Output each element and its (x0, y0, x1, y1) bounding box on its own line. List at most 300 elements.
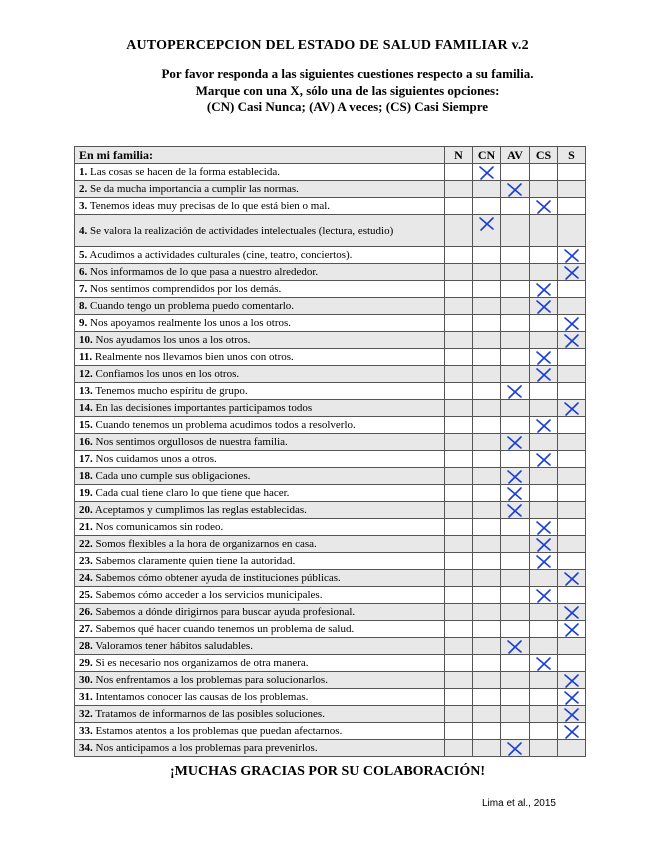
question-label: Nos sentimos orgullosos de nuestra familia. (95, 436, 288, 448)
answer-cell-av[interactable] (501, 164, 530, 181)
answer-cell-cn[interactable] (473, 315, 501, 332)
question-number: 23. (79, 555, 93, 567)
answer-cell-s[interactable] (558, 706, 586, 723)
x-mark-icon (561, 315, 583, 333)
answer-cell-av[interactable] (501, 638, 530, 655)
answer-cell-s[interactable] (558, 502, 586, 519)
answer-cell-n[interactable] (445, 689, 473, 706)
question-number: 17. (79, 453, 93, 465)
answer-cell-av[interactable] (501, 468, 530, 485)
question-text (75, 315, 445, 332)
x-mark-icon (533, 451, 555, 469)
table-row (75, 366, 586, 383)
x-mark-icon (504, 485, 526, 503)
answer-cell-cn[interactable] (473, 451, 501, 468)
answer-cell-cn[interactable] (473, 468, 501, 485)
question-label: Cuando tenemos un problema acudimos todos a resolverlo. (95, 419, 356, 431)
question-number: 8. (79, 300, 88, 312)
answer-cell-s[interactable] (558, 536, 586, 553)
x-mark-icon (561, 723, 583, 741)
answer-cell-cs[interactable] (530, 247, 558, 264)
question-label: Cada cual tiene claro lo que tiene que hacer. (95, 487, 290, 499)
question-label: Sabemos a dónde dirigirnos para buscar ayuda profesional. (95, 606, 356, 618)
question-text (75, 604, 445, 621)
question-label: Se da mucha importancia a cumplir las normas. (90, 183, 299, 195)
answer-cell-cn[interactable] (473, 485, 501, 502)
answer-cell-cn[interactable] (473, 638, 501, 655)
question-label: Estamos atentos a los problemas que puedan afectarnos. (95, 725, 343, 737)
answer-cell-n[interactable] (445, 315, 473, 332)
question-text (75, 587, 445, 604)
answer-cell-s[interactable] (558, 570, 586, 587)
answer-cell-n[interactable] (445, 468, 473, 485)
question-text (75, 264, 445, 281)
answer-cell-n[interactable] (445, 502, 473, 519)
answer-cell-n[interactable] (445, 451, 473, 468)
answer-cell-cn[interactable] (473, 570, 501, 587)
answer-cell-av[interactable] (501, 181, 530, 198)
question-number: 6. (79, 266, 88, 278)
question-label: Nos sentimos comprendidos por los demás. (90, 283, 282, 295)
answer-cell-cn[interactable] (473, 417, 501, 434)
question-text (75, 434, 445, 451)
answer-cell-s[interactable] (558, 247, 586, 264)
answer-cell-av[interactable] (501, 485, 530, 502)
answer-cell-cs[interactable] (530, 400, 558, 417)
question-text (75, 706, 445, 723)
x-mark-icon (476, 215, 498, 233)
question-number: 13. (79, 385, 93, 397)
answer-cell-cs[interactable] (530, 164, 558, 181)
question-label: Valoramos tener hábitos saludables. (95, 640, 253, 652)
answer-cell-cs[interactable] (530, 672, 558, 689)
table-row (75, 215, 586, 247)
table-row (75, 672, 586, 689)
answer-cell-av[interactable] (501, 281, 530, 298)
answer-cell-av[interactable] (501, 215, 530, 247)
answer-cell-av[interactable] (501, 298, 530, 315)
answer-cell-cs[interactable] (530, 198, 558, 215)
table-row (75, 468, 586, 485)
answer-cell-cs[interactable] (530, 434, 558, 451)
answer-cell-cn[interactable] (473, 215, 501, 247)
answer-cell-cn[interactable] (473, 689, 501, 706)
answer-cell-cs[interactable] (530, 604, 558, 621)
question-number: 15. (79, 419, 93, 431)
question-label: Confiamos los unos en los otros. (95, 368, 240, 380)
x-mark-icon (533, 298, 555, 316)
answer-cell-cs[interactable] (530, 417, 558, 434)
answer-cell-av[interactable] (501, 434, 530, 451)
question-text (75, 451, 445, 468)
answer-cell-n[interactable] (445, 181, 473, 198)
answer-cell-s[interactable] (558, 655, 586, 672)
answer-cell-n[interactable] (445, 740, 473, 757)
question-number: 4. (79, 224, 88, 237)
answer-cell-cn[interactable] (473, 723, 501, 740)
answer-cell-cn[interactable] (473, 247, 501, 264)
answer-cell-av[interactable] (501, 672, 530, 689)
question-label: Si es necesario nos organizamos de otra manera. (95, 657, 309, 669)
answer-cell-av[interactable] (501, 349, 530, 366)
answer-cell-n[interactable] (445, 366, 473, 383)
answer-cell-s[interactable] (558, 553, 586, 570)
question-text (75, 468, 445, 485)
question-number: 14. (79, 402, 93, 414)
answer-cell-av[interactable] (501, 417, 530, 434)
question-number: 11. (79, 351, 93, 363)
table-row (75, 264, 586, 281)
question-number: 32. (79, 708, 93, 720)
answer-cell-cs[interactable] (530, 502, 558, 519)
answer-cell-n[interactable] (445, 298, 473, 315)
x-mark-icon (533, 587, 555, 605)
answer-cell-cs[interactable] (530, 723, 558, 740)
answer-cell-s[interactable] (558, 604, 586, 621)
answer-cell-cs[interactable] (530, 468, 558, 485)
answer-cell-n[interactable] (445, 604, 473, 621)
answer-cell-s[interactable] (558, 689, 586, 706)
table-row (75, 298, 586, 315)
answer-cell-n[interactable] (445, 672, 473, 689)
question-text (75, 349, 445, 366)
question-number: 1. (79, 166, 88, 178)
thanks-message: ¡MUCHAS GRACIAS POR SU COLABORACIÓN! (169, 764, 485, 779)
document-title: AUTOPERCEPCION DEL ESTADO DE SALUD FAMILIAR v.2 (126, 38, 529, 53)
answer-cell-cn[interactable] (473, 349, 501, 366)
x-mark-icon (533, 536, 555, 554)
answer-cell-s[interactable] (558, 672, 586, 689)
answer-cell-s[interactable] (558, 638, 586, 655)
question-label: Nos comunicamos sin rodeo. (95, 521, 224, 533)
table-row (75, 553, 586, 570)
question-text (75, 553, 445, 570)
answer-cell-n[interactable] (445, 417, 473, 434)
answer-cell-s[interactable] (558, 281, 586, 298)
header-option-cs: CS (530, 147, 558, 164)
answer-cell-s[interactable] (558, 366, 586, 383)
answer-cell-cs[interactable] (530, 553, 558, 570)
header-label: En mi familia: (75, 147, 445, 164)
answer-cell-av[interactable] (501, 383, 530, 400)
answer-cell-cs[interactable] (530, 215, 558, 247)
question-label: Se valora la realización de actividades intelectuales (lectura, estudio) (90, 224, 394, 237)
answer-cell-cn[interactable] (473, 164, 501, 181)
answer-cell-cs[interactable] (530, 655, 558, 672)
answer-cell-n[interactable] (445, 383, 473, 400)
answer-cell-av[interactable] (501, 706, 530, 723)
answer-cell-av[interactable] (501, 502, 530, 519)
question-text (75, 164, 445, 181)
answer-cell-s[interactable] (558, 181, 586, 198)
question-label: Nos apoyamos realmente los unos a los otros. (90, 317, 292, 329)
table-row (75, 536, 586, 553)
answer-cell-s[interactable] (558, 198, 586, 215)
answer-cell-n[interactable] (445, 638, 473, 655)
answer-cell-s[interactable] (558, 215, 586, 247)
answer-cell-s[interactable] (558, 519, 586, 536)
question-number: 34. (79, 742, 93, 754)
answer-cell-n[interactable] (445, 519, 473, 536)
answer-cell-cn[interactable] (473, 519, 501, 536)
table-row (75, 706, 586, 723)
question-text (75, 332, 445, 349)
question-label: Acudimos a actividades culturales (cine, teatro, conciertos). (89, 249, 353, 261)
answer-cell-cn[interactable] (473, 604, 501, 621)
answer-cell-cs[interactable] (530, 570, 558, 587)
answer-cell-n[interactable] (445, 536, 473, 553)
answer-cell-n[interactable] (445, 281, 473, 298)
question-text (75, 298, 445, 315)
question-number: 25. (79, 589, 93, 601)
answer-cell-n[interactable] (445, 587, 473, 604)
answer-cell-cn[interactable] (473, 198, 501, 215)
answer-cell-s[interactable] (558, 740, 586, 757)
x-mark-icon (561, 264, 583, 282)
answer-cell-cn[interactable] (473, 740, 501, 757)
question-text (75, 621, 445, 638)
question-label: Nos anticipamos a los problemas para prevenirlos. (95, 742, 318, 754)
question-text (75, 519, 445, 536)
answer-cell-n[interactable] (445, 332, 473, 349)
answer-cell-cs[interactable] (530, 349, 558, 366)
table-row (75, 638, 586, 655)
answer-cell-cs[interactable] (530, 689, 558, 706)
answer-cell-av[interactable] (501, 723, 530, 740)
answer-cell-av[interactable] (501, 553, 530, 570)
question-label: Sabemos claramente quien tiene la autoridad. (95, 555, 296, 567)
answer-cell-av[interactable] (501, 366, 530, 383)
answer-cell-n[interactable] (445, 164, 473, 181)
answer-cell-s[interactable] (558, 434, 586, 451)
question-label: Tenemos ideas muy precisas de lo que está bien o mal. (89, 200, 331, 212)
answer-cell-s[interactable] (558, 485, 586, 502)
x-mark-icon (504, 434, 526, 452)
answer-cell-av[interactable] (501, 536, 530, 553)
answer-cell-cs[interactable] (530, 366, 558, 383)
answer-cell-n[interactable] (445, 434, 473, 451)
question-number: 19. (79, 487, 93, 499)
answer-cell-cn[interactable] (473, 181, 501, 198)
question-text (75, 655, 445, 672)
answer-cell-n[interactable] (445, 247, 473, 264)
question-text (75, 570, 445, 587)
answer-cell-n[interactable] (445, 198, 473, 215)
question-number: 20. (79, 504, 93, 516)
answer-cell-cn[interactable] (473, 672, 501, 689)
table-row (75, 400, 586, 417)
question-text (75, 485, 445, 502)
question-number: 10. (79, 334, 93, 346)
question-text (75, 638, 445, 655)
answer-cell-av[interactable] (501, 264, 530, 281)
answer-cell-av[interactable] (501, 315, 530, 332)
instructions (0, 66, 655, 116)
answer-cell-cs[interactable] (530, 451, 558, 468)
table-header-row (75, 147, 586, 164)
question-text (75, 366, 445, 383)
question-label: En las decisiones importantes participamos todos (95, 402, 313, 414)
answer-cell-n[interactable] (445, 485, 473, 502)
x-mark-icon (561, 621, 583, 639)
answer-cell-cs[interactable] (530, 485, 558, 502)
question-text (75, 181, 445, 198)
table-row (75, 740, 586, 757)
answer-cell-s[interactable] (558, 383, 586, 400)
answer-cell-av[interactable] (501, 604, 530, 621)
answer-cell-cs[interactable] (530, 332, 558, 349)
answer-cell-cs[interactable] (530, 298, 558, 315)
answer-cell-cs[interactable] (530, 519, 558, 536)
x-mark-icon (533, 519, 555, 537)
x-mark-icon (561, 689, 583, 707)
question-text (75, 502, 445, 519)
answer-cell-n[interactable] (445, 553, 473, 570)
answer-cell-av[interactable] (501, 332, 530, 349)
questionnaire-table (74, 146, 586, 757)
question-label: Tenemos mucho espíritu de grupo. (95, 385, 248, 397)
answer-cell-av[interactable] (501, 400, 530, 417)
answer-cell-av[interactable] (501, 621, 530, 638)
answer-cell-cn[interactable] (473, 400, 501, 417)
answer-cell-cn[interactable] (473, 298, 501, 315)
answer-cell-s[interactable] (558, 332, 586, 349)
answer-cell-av[interactable] (501, 198, 530, 215)
question-number: 26. (79, 606, 93, 618)
table-row (75, 519, 586, 536)
answer-cell-n[interactable] (445, 264, 473, 281)
question-number: 28. (79, 640, 93, 652)
answer-cell-cs[interactable] (530, 587, 558, 604)
answer-cell-cs[interactable] (530, 181, 558, 198)
answer-cell-n[interactable] (445, 215, 473, 247)
answer-cell-cs[interactable] (530, 383, 558, 400)
table-row (75, 689, 586, 706)
question-label: Cada uno cumple sus obligaciones. (95, 470, 251, 482)
answer-cell-cn[interactable] (473, 281, 501, 298)
table-row (75, 502, 586, 519)
answer-cell-cn[interactable] (473, 502, 501, 519)
answer-cell-av[interactable] (501, 587, 530, 604)
x-mark-icon (504, 181, 526, 199)
answer-cell-s[interactable] (558, 315, 586, 332)
table-row (75, 164, 586, 181)
answer-cell-av[interactable] (501, 689, 530, 706)
table-row (75, 247, 586, 264)
answer-cell-cs[interactable] (530, 315, 558, 332)
answer-cell-cn[interactable] (473, 264, 501, 281)
question-label: Cuando tengo un problema puedo comentarlo. (90, 300, 295, 312)
answer-cell-cn[interactable] (473, 655, 501, 672)
answer-cell-av[interactable] (501, 740, 530, 757)
answer-cell-s[interactable] (558, 587, 586, 604)
answer-cell-cn[interactable] (473, 706, 501, 723)
table-row (75, 349, 586, 366)
question-number: 27. (79, 623, 93, 635)
x-mark-icon (533, 553, 555, 571)
answer-cell-cn[interactable] (473, 536, 501, 553)
answer-cell-cn[interactable] (473, 553, 501, 570)
answer-cell-cs[interactable] (530, 621, 558, 638)
table-row (75, 604, 586, 621)
question-label: Nos enfrentamos a los problemas para solucionarlos. (95, 674, 328, 686)
instruction-line: (CN) Casi Nunca; (AV) A veces; (CS) Casi Siempre (206, 99, 489, 114)
question-number: 22. (79, 538, 93, 550)
answer-cell-s[interactable] (558, 349, 586, 366)
answer-cell-cn[interactable] (473, 383, 501, 400)
instruction-line: Por favor responda a las siguientes cuestiones respecto a su familia. (161, 66, 534, 81)
answer-cell-n[interactable] (445, 655, 473, 672)
question-number: 29. (79, 657, 93, 669)
answer-cell-s[interactable] (558, 451, 586, 468)
answer-cell-n[interactable] (445, 400, 473, 417)
answer-cell-n[interactable] (445, 723, 473, 740)
x-mark-icon (561, 247, 583, 265)
answer-cell-s[interactable] (558, 264, 586, 281)
answer-cell-cn[interactable] (473, 332, 501, 349)
question-number: 30. (79, 674, 93, 686)
answer-cell-cn[interactable] (473, 434, 501, 451)
table-row (75, 383, 586, 400)
question-label: Aceptamos y cumplimos las reglas establecidas. (94, 504, 307, 516)
answer-cell-s[interactable] (558, 164, 586, 181)
question-label: Intentamos conocer las causas de los problemas. (95, 691, 309, 703)
question-label: Nos cuidamos unos a otros. (95, 453, 217, 465)
x-mark-icon (533, 417, 555, 435)
answer-cell-s[interactable] (558, 417, 586, 434)
answer-cell-cs[interactable] (530, 264, 558, 281)
answer-cell-av[interactable] (501, 247, 530, 264)
answer-cell-n[interactable] (445, 706, 473, 723)
question-number: 31. (79, 691, 93, 703)
answer-cell-cs[interactable] (530, 281, 558, 298)
answer-cell-cs[interactable] (530, 740, 558, 757)
answer-cell-cs[interactable] (530, 536, 558, 553)
x-mark-icon (561, 332, 583, 350)
answer-cell-cn[interactable] (473, 621, 501, 638)
answer-cell-n[interactable] (445, 349, 473, 366)
question-text (75, 740, 445, 757)
answer-cell-cn[interactable] (473, 366, 501, 383)
x-mark-icon (561, 400, 583, 418)
table-row (75, 723, 586, 740)
answer-cell-s[interactable] (558, 468, 586, 485)
answer-cell-n[interactable] (445, 570, 473, 587)
question-text (75, 672, 445, 689)
answer-cell-cn[interactable] (473, 587, 501, 604)
x-mark-icon (504, 638, 526, 656)
answer-cell-cs[interactable] (530, 706, 558, 723)
answer-cell-s[interactable] (558, 400, 586, 417)
answer-cell-av[interactable] (501, 519, 530, 536)
x-mark-icon (504, 740, 526, 758)
question-text (75, 689, 445, 706)
answer-cell-s[interactable] (558, 723, 586, 740)
question-number: 5. (79, 249, 88, 261)
answer-cell-s[interactable] (558, 298, 586, 315)
answer-cell-av[interactable] (501, 570, 530, 587)
question-label: Somos flexibles a la hora de organizarnos en casa. (95, 538, 317, 550)
answer-cell-av[interactable] (501, 451, 530, 468)
answer-cell-av[interactable] (501, 655, 530, 672)
header-option-n: N (445, 147, 473, 164)
answer-cell-n[interactable] (445, 621, 473, 638)
question-number: 12. (79, 368, 93, 380)
answer-cell-cs[interactable] (530, 638, 558, 655)
answer-cell-s[interactable] (558, 621, 586, 638)
table-row (75, 485, 586, 502)
question-label: Nos informamos de lo que pasa a nuestro alrededor. (90, 266, 319, 278)
